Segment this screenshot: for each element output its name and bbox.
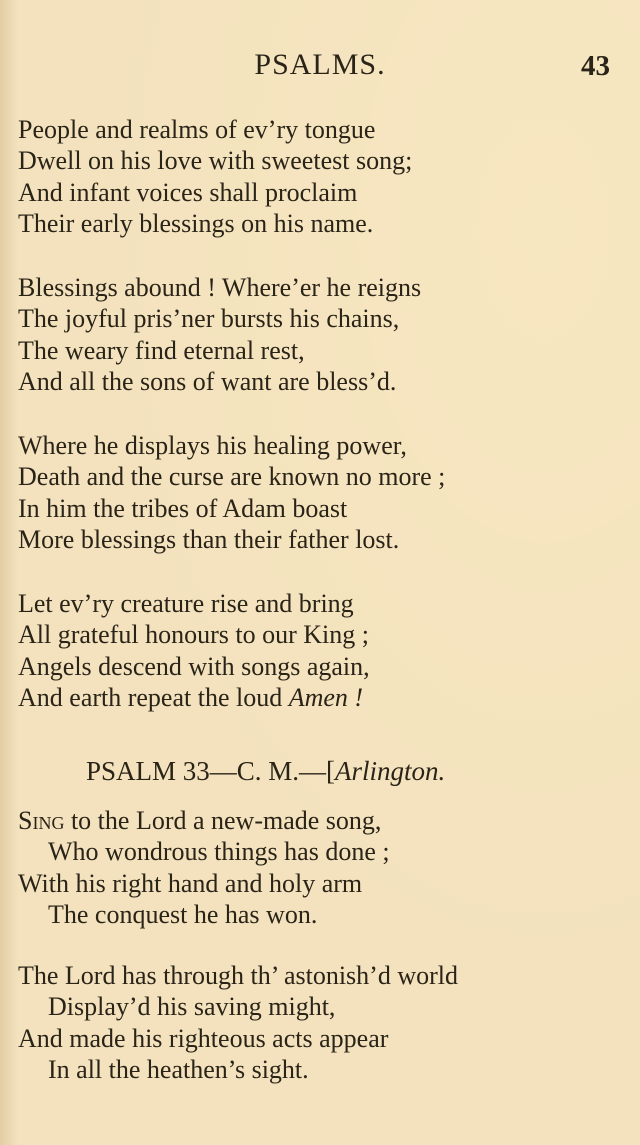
verse-line-first bbox=[18, 808, 381, 834]
running-head-title: PSALMS. bbox=[254, 48, 386, 81]
verse-line: In him the tribes of Adam boast bbox=[18, 494, 348, 523]
verse-line: Death and the curse are known no more ; bbox=[18, 462, 446, 491]
verse-line: And made his righteous acts appear bbox=[18, 1024, 389, 1053]
verse-line: Dwell on his love with sweetest song; bbox=[18, 146, 413, 175]
verse-line: And all the sons of want are bless’d. bbox=[18, 367, 397, 396]
verse-line: Display’d his saving might, bbox=[48, 992, 336, 1021]
verse-line-text: to the Lord a new-made song, bbox=[64, 806, 382, 835]
verse-line: People and realms of ev’ry tongue bbox=[18, 115, 376, 144]
verse-line: In all the heathen’s sight. bbox=[48, 1055, 309, 1084]
tune-name: Arlington. bbox=[335, 756, 446, 786]
psalm-heading bbox=[86, 756, 445, 787]
verse-line: Blessings abound ! Where’er he reigns bbox=[18, 273, 422, 302]
verse-line: More blessings than their father lost. bbox=[18, 525, 400, 554]
verse-line: Angels descend with songs again, bbox=[18, 652, 370, 681]
verse-line: All grateful honours to our King ; bbox=[18, 620, 369, 649]
verse-line: The conquest he has won. bbox=[48, 900, 318, 929]
psalm-heading-prefix: PSALM 33—C. M.—[ bbox=[86, 756, 336, 786]
page-number: 43 bbox=[581, 50, 610, 82]
verse-line: Who wondrous things has done ; bbox=[48, 837, 390, 866]
verse-line: The Lord has through th’ astonish’d world bbox=[18, 961, 458, 990]
amen-italic: Amen ! bbox=[288, 683, 364, 712]
verse-line: Where he displays his healing power, bbox=[18, 431, 407, 460]
verse-line: The weary find eternal rest, bbox=[18, 336, 305, 365]
verse-line-last bbox=[18, 685, 363, 711]
verse-line: The joyful pris’ner bursts his chains, bbox=[18, 304, 400, 333]
verse-line: Let ev’ry creature rise and bring bbox=[18, 589, 354, 618]
verse-line: And infant voices shall proclaim bbox=[18, 178, 358, 207]
first-word: Sing bbox=[18, 806, 65, 835]
verse-line: With his right hand and holy arm bbox=[18, 869, 363, 898]
verse-line: Their early blessings on his name. bbox=[18, 209, 374, 238]
verse-line-text: And earth repeat the loud bbox=[18, 683, 289, 712]
